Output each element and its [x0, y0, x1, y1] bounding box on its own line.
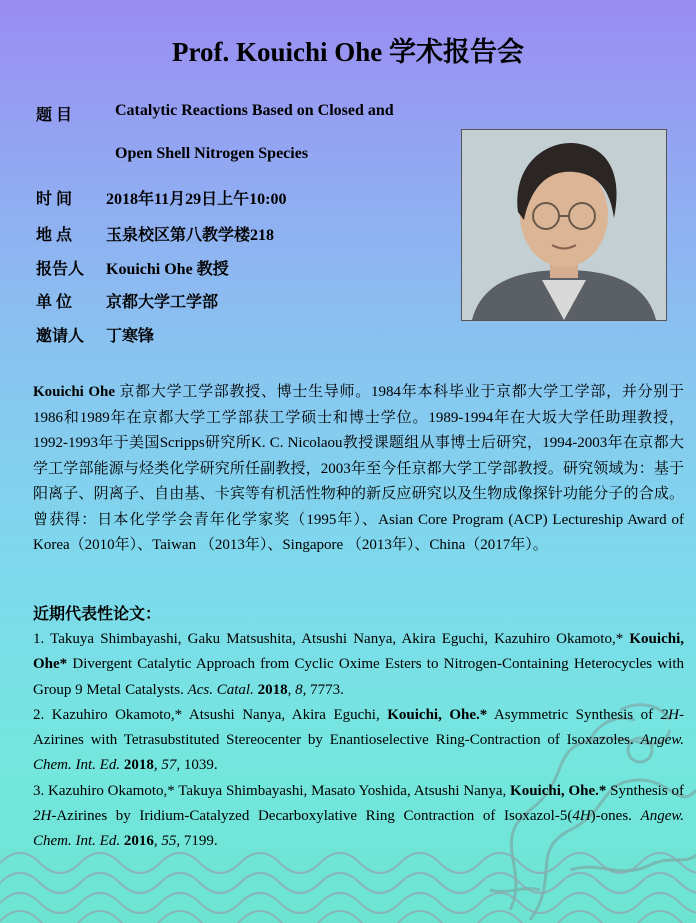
- unit-value: 京都大学工学部: [106, 294, 219, 311]
- pub-volume: 8: [295, 681, 303, 698]
- pub-year: 2016: [123, 833, 154, 850]
- bio-text: 京都大学工学部教授、博士生导师。1984年本科毕业于京都大学工学部，并分别于1986和1989年在京都大学工学部获工学硕士和博士学位。1989-1994年在大坂大学任助理教授，1992-1993年于美国Scripps研究所K. C. Nicolaou教授课题组从事博士后研究，1994-2003年在京都大学工学部能源与烃类化学研究所任副教授，2003年至今任京都大学工学部教授。研究领域为：基于阳离子、阴离子、自由基、卡宾等有机活性物种的新反应研究以及生物成像探针功能分子的合成。曾获得：日本化学学会青年化学家奖（1995年）、Asian Core Program (ACP) Lectureship Award of Korea（2010年）、Taiwan （2013年）、Singapore （2013年）、China（2017年）。: [33, 384, 684, 553]
- speaker-portrait-illustration: [462, 130, 666, 320]
- speaker-row: [36, 256, 229, 279]
- topic-title-line1: Catalytic Reactions Based on Closed and: [115, 102, 394, 119]
- pub-title: Synthesis of: [606, 782, 684, 799]
- pub-journal: Angew. Chem. Int. Ed.: [33, 732, 684, 774]
- publication-item: 3. Kazuhiro Okamoto,* Takuya Shimbayashi, Masato Yoshida, Atsushi Nanya, Kouichi, Ohe.* Synthesis of 2H-Azirines by Iridium-Catalyzed Decarboxylative Ring Contraction of Isoxazol-5(4H)-ones. Angew. Chem. Int. Ed. 2016, 55, 7199.: [33, 782, 684, 850]
- pub-highlight-author: Kouichi, Ohe.*: [510, 782, 607, 799]
- speaker-biography: [33, 380, 684, 559]
- pub-title: )-ones.: [590, 808, 641, 825]
- speaker-value: Kouichi Ohe 教授: [106, 261, 229, 278]
- pub-journal: Acs. Catal.: [187, 681, 254, 698]
- unit-label: 单 位: [36, 294, 73, 311]
- inviter-label: 邀请人: [36, 328, 85, 345]
- inviter-value: 丁寒锋: [106, 328, 155, 345]
- publications-list: [33, 627, 684, 855]
- pub-title-italic: 4H: [572, 808, 591, 825]
- publications-heading: 近期代表性论文：: [33, 606, 162, 623]
- speaker-label: 报告人: [36, 261, 85, 278]
- pub-title: -Azirines by Iridium-Catalyzed Decarboxylative Ring Contraction of Isoxazol-5(: [51, 808, 573, 825]
- place-value: 玉泉校区第八教学楼218: [106, 227, 275, 244]
- pub-year: 2018: [257, 681, 288, 698]
- publication-item: 1. Takuya Shimbayashi, Gaku Matsushita, Atsushi Nanya, Akira Eguchi, Kazuhiro Okamoto,* Kouichi, Ohe* Divergent Catalytic Approach from Cyclic Oxime Esters to Nitrogen-Containing Heterocycles with Group 9 Metal Catalysts. Acs. Catal. 2018, 8, 7773.: [33, 631, 684, 698]
- unit-row: [36, 289, 218, 312]
- pub-authors: 1. Takuya Shimbayashi, Gaku Matsushita, Atsushi Nanya, Akira Eguchi, Kazuhiro Okamoto,*: [33, 631, 630, 647]
- topic-title-line2: Open Shell Nitrogen Species: [115, 145, 309, 162]
- pub-title-italic: 2H: [33, 808, 52, 825]
- place-label: 地 点: [36, 227, 73, 244]
- topic-label: 题 目: [36, 107, 73, 124]
- place-row: [36, 222, 274, 245]
- bio-name: Kouichi Ohe: [33, 384, 115, 400]
- pub-title-italic: 2H: [660, 706, 679, 723]
- pub-title: Asymmetric Synthesis of: [487, 706, 661, 723]
- time-value: 2018年11月29日上午10:00: [106, 191, 287, 208]
- topic-row: [36, 102, 106, 125]
- pub-authors: 2. Kazuhiro Okamoto,* Atsushi Nanya, Akira Eguchi,: [33, 706, 388, 723]
- pub-title: -Azirines with Tetrasubstituted Stereocenter by Enantioselective Ring-Contraction of Isoxazoles.: [33, 706, 684, 749]
- time-row: [36, 186, 286, 209]
- pub-authors: 3. Kazuhiro Okamoto,* Takuya Shimbayashi, Masato Yoshida, Atsushi Nanya,: [33, 782, 511, 799]
- time-label: 时 间: [36, 191, 73, 208]
- pub-title: Divergent Catalytic Approach from Cyclic Oxime Esters to Nitrogen-Containing Heterocycles with Group 9 Metal Catalysts.: [33, 656, 684, 698]
- inviter-row: [36, 323, 154, 346]
- pub-pages: 7199: [183, 833, 214, 850]
- publication-item: 2. Kazuhiro Okamoto,* Atsushi Nanya, Akira Eguchi, Kouichi, Ohe.* Asymmetric Synthesis of 2H-Azirines with Tetrasubstituted Stereocenter by Enantioselective Ring-Contraction of Isoxazoles. Angew. Chem. Int. Ed. 2018, 57, 1039.: [33, 706, 684, 774]
- page-title: Prof. Kouichi Ohe 学术报告会: [171, 37, 524, 67]
- pub-highlight-author: Kouichi, Ohe*: [33, 631, 684, 673]
- speaker-photo: [461, 129, 667, 321]
- pub-volume: 57: [161, 757, 177, 774]
- pub-highlight-author: Kouichi, Ohe.*: [387, 706, 488, 723]
- pub-pages: 7773: [310, 681, 341, 698]
- pub-volume: 55: [161, 833, 177, 850]
- pub-pages: 1039: [183, 757, 214, 774]
- pub-journal: Angew. Chem. Int. Ed.: [33, 808, 684, 850]
- pub-year: 2018: [123, 757, 154, 774]
